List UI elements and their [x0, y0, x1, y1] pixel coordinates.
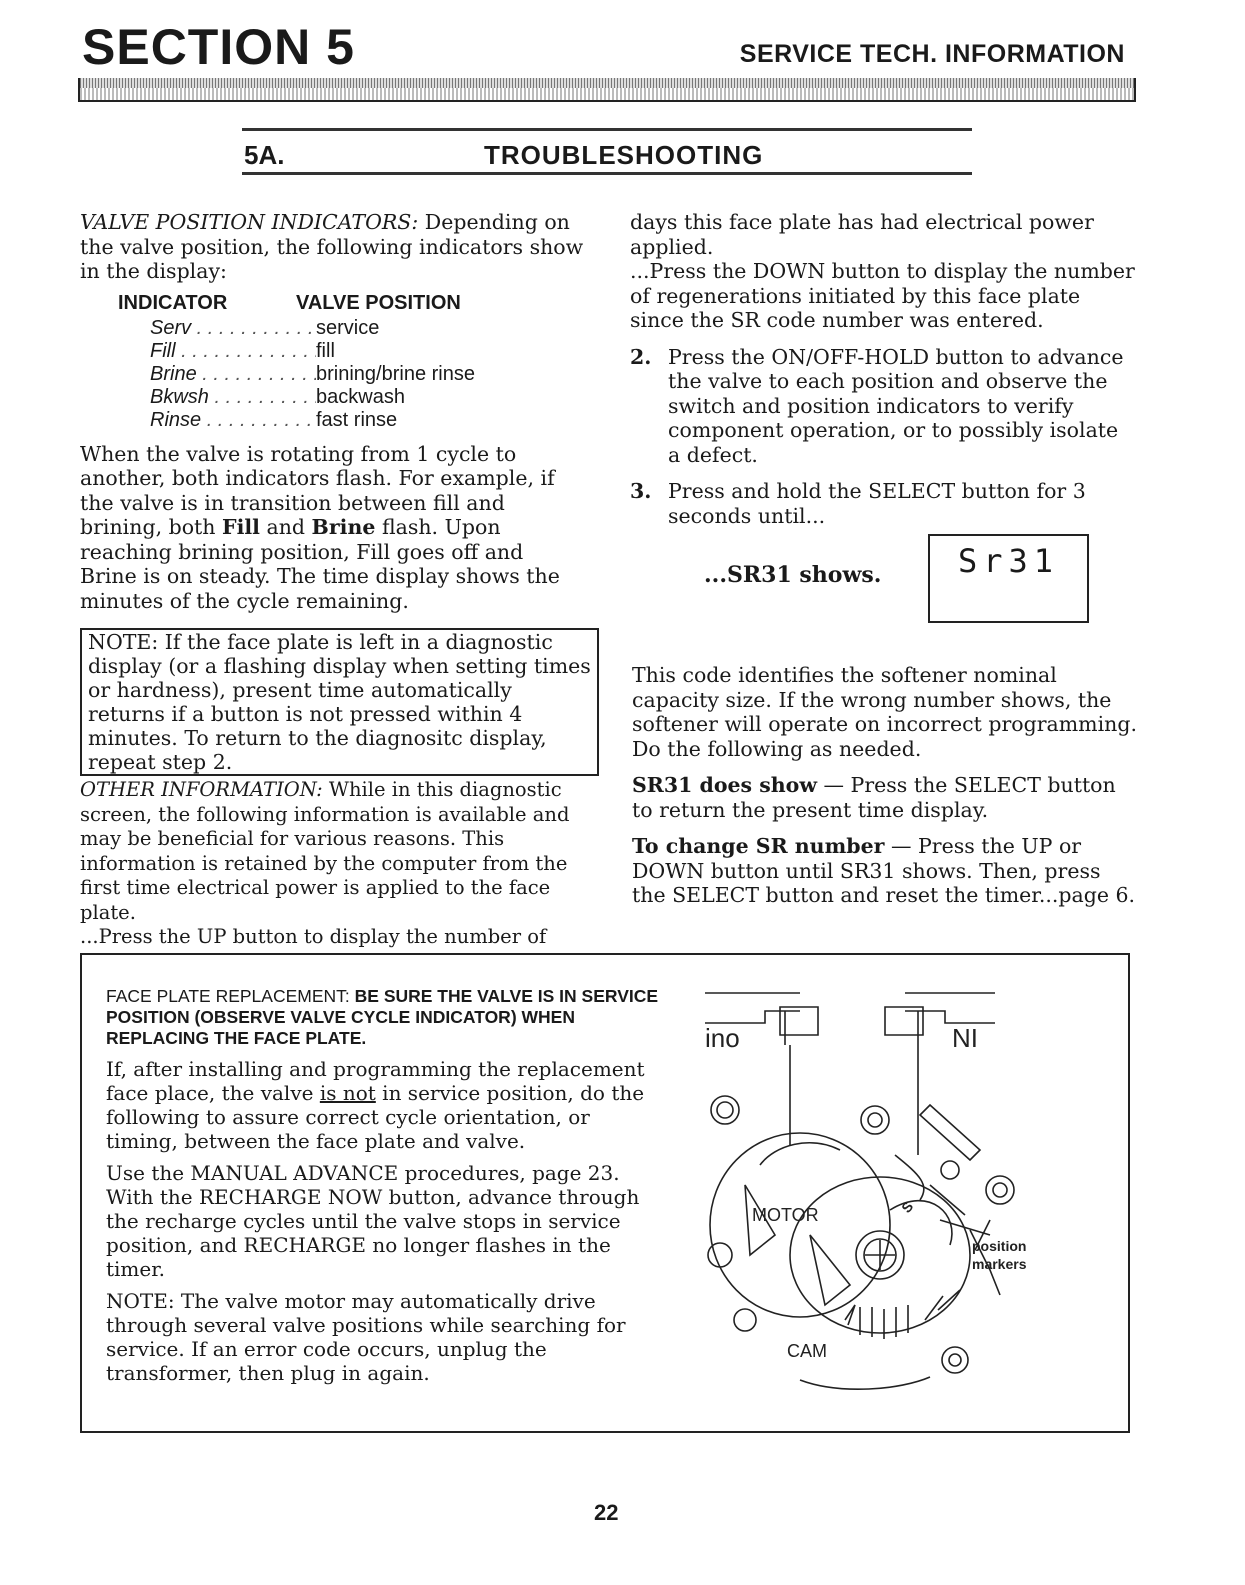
- step-text: Press and hold the SELECT button for 3 seconds until...: [668, 479, 1086, 528]
- indicator-code: Bkwsh . . .: [150, 386, 316, 409]
- other-information-lead: OTHER INFORMATION:: [80, 778, 323, 801]
- up-button-text: ...Press the UP button to display the number of: [80, 925, 547, 948]
- sr31-does-show-lead: SR31 does show: [632, 773, 818, 797]
- indicator-row: [150, 363, 584, 386]
- diagram-label-in: NI: [952, 1023, 978, 1053]
- change-sr-text: — Press the UP or DOWN button until SR31 shows. Then, press the SELECT button and reset the timer...page 6.: [632, 834, 1136, 907]
- face-plate-is-not: is not: [319, 1081, 376, 1105]
- header-band: [78, 78, 1136, 102]
- note-box: NOTE: If the face plate is left in a diagnostic display (or a flashing display when setting times or hardness), present time automatically returns if a button is not pressed within 4 minutes. To return to the diagnositc display, repeat step 2.: [80, 628, 599, 776]
- right-column: [630, 210, 1136, 528]
- indicator-position: brining/brine rinse: [316, 362, 475, 385]
- subsection-rule-top: [242, 128, 972, 131]
- face-plate-para1-a: If, after installing and programming the replacement face place, the valve: [106, 1057, 645, 1105]
- rotating-and: and: [259, 515, 312, 539]
- section-title: SECTION 5: [82, 19, 355, 75]
- face-plate-text: [106, 986, 666, 1393]
- indicator-position: fast rinse: [316, 408, 398, 431]
- diagram-label-cam: CAM: [787, 1341, 827, 1361]
- sr-code-info: [632, 663, 1138, 908]
- code-identifies-text: This code identifies the softener nominal capacity size. If the wrong number shows, the softener will operate on incorrect programming. Do the following as needed.: [632, 663, 1138, 761]
- indicator-code: Fill . . .: [150, 340, 316, 363]
- other-information: [80, 778, 586, 950]
- subsection-title: TROUBLESHOOTING: [484, 140, 764, 170]
- step-2: [630, 345, 1136, 468]
- indicator-position: backwash: [316, 385, 405, 408]
- fill-label: Fill: [222, 515, 260, 539]
- valve-position-header: VALVE POSITION: [296, 291, 461, 314]
- face-plate-warning: BE SURE THE VALVE IS IN SERVICE POSITION (OBSERVE VALVE CYCLE INDICATOR) WHEN REPLACING THE FACE PLATE.: [106, 986, 659, 1048]
- diagram-label-motor: MOTOR: [752, 1205, 819, 1225]
- section-subtitle: SERVICE TECH. INFORMATION: [739, 40, 1125, 68]
- brine-label: Brine: [311, 515, 376, 539]
- sr-readout: Sr31: [957, 542, 1060, 580]
- diagram-label-s: S: [898, 1198, 917, 1216]
- change-sr-lead: To change SR number: [632, 834, 885, 858]
- face-plate-para3: NOTE: The valve motor may automatically drive through several valve positions while searching for service. If an error code occurs, unplug the transformer, then plug in again.: [106, 1289, 626, 1385]
- subsection-number: 5A.: [244, 140, 285, 170]
- indicator-position: fill: [316, 339, 335, 362]
- face-plate-para1-b: in service position, do the following to assure correct cycle orientation, or timing, between the face plate and valve.: [106, 1081, 645, 1153]
- sr-code-display: [928, 534, 1089, 623]
- diagram-label-markers: markers: [972, 1256, 1027, 1272]
- indicator-code: Brine . . .: [150, 363, 316, 386]
- step-text: Press the ON/OFF-HOLD button to advance the valve to each position and observe the switch and position indicators to verify component operation, or to possibly isolate a defect.: [668, 344, 1124, 467]
- subsection-rule-bottom: [242, 172, 972, 175]
- step-number: 2.: [630, 344, 652, 369]
- step-number: 3.: [630, 479, 652, 503]
- indicator-row: [150, 340, 584, 363]
- valve-cam-diagram: [690, 985, 1035, 1405]
- diagram-label-position: position: [972, 1238, 1027, 1254]
- diagram-label-out: ino: [705, 1023, 740, 1053]
- rotating-text-part1: When the valve is rotating from 1 cycle to another, both indicators flash. For example, if the valve is in transition between fill and brining, both: [80, 441, 555, 539]
- indicator-code: Rinse . . .: [150, 409, 316, 432]
- valve-indicators-lead: VALVE POSITION INDICATORS:: [80, 210, 419, 234]
- indicator-code: Serv . . .: [150, 317, 316, 340]
- step-3: [630, 479, 1136, 528]
- face-plate-lead: FACE PLATE REPLACEMENT:: [106, 986, 355, 1006]
- page-number: 22: [594, 1500, 619, 1525]
- indicator-row: [150, 409, 584, 432]
- sr31-does-show-text: — Press the SELECT button to return the present time display.: [632, 773, 1116, 822]
- days-text: days this face plate has had electrical power applied.: [630, 210, 1094, 259]
- indicator-row: [150, 386, 584, 409]
- face-plate-para2: Use the MANUAL ADVANCE procedures, page 23. With the RECHARGE NOW button, advance through the recharge cycles until the valve stops in service position, and RECHARGE no longer flashes in the timer.: [106, 1161, 640, 1281]
- indicator-header: INDICATOR: [118, 291, 228, 314]
- other-information-text: While in this diagnostic screen, the following information is available and may be beneficial for various reasons. This information is retained by the computer from the first time electrical power is applied to the face plate.: [80, 778, 570, 924]
- valve-indicators-intro: [80, 210, 584, 284]
- down-button-text: ...Press the DOWN button to display the number of regenerations initiated by this face plate since the SR code number was entered.: [630, 259, 1135, 332]
- sr31-shows-label: ...SR31 shows.: [704, 562, 882, 588]
- rotating-paragraph: [80, 442, 584, 614]
- rotating-text-part2: flash. Upon reaching brining position, Fill goes off and Brine is on steady. The time display shows the minutes of the cycle remaining.: [80, 515, 560, 613]
- indicator-table: [118, 292, 584, 432]
- left-column: [80, 210, 584, 613]
- valve-indicators-text: Depending on the valve position, the following indicators show in the display:: [80, 210, 584, 283]
- indicator-position: service: [316, 316, 380, 339]
- indicator-row: [150, 317, 584, 340]
